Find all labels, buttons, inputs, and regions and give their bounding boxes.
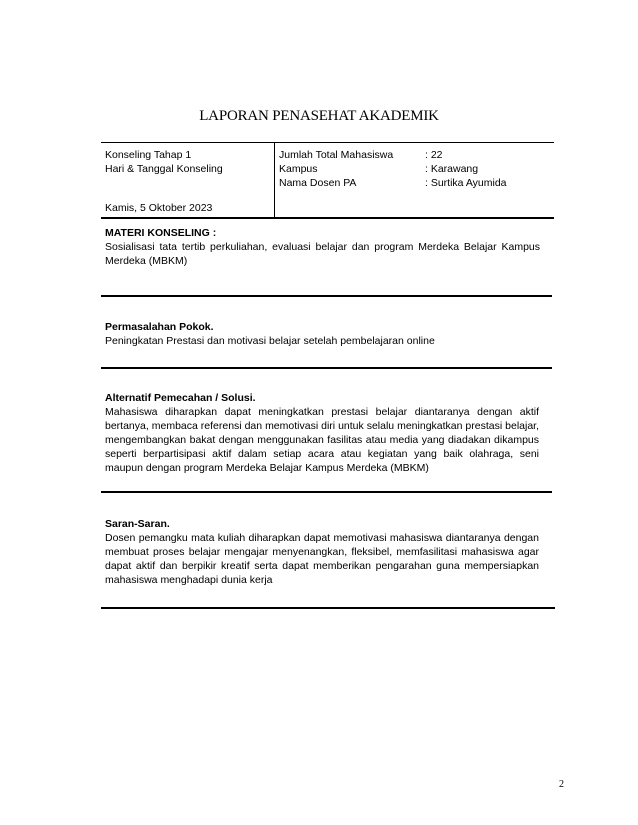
permasalahan-separator — [101, 367, 552, 369]
dosen-pa-value: : Surtika Ayumida — [425, 177, 507, 189]
saran-heading: Saran-Saran. — [105, 518, 170, 530]
info-box-bottom-border — [101, 217, 554, 219]
saran-separator — [101, 607, 555, 609]
materi-body: Sosialisasi tata tertib perkuliahan, evaluasi belajar dan program Merdeka Belajar Kampus Merdeka (MBKM) — [105, 241, 540, 267]
kampus-value: : Karawang — [425, 163, 479, 175]
konseling-tahap: Konseling Tahap 1 — [105, 149, 192, 161]
page-number: 2 — [559, 779, 564, 790]
alternatif-heading: Alternatif Pemecahan / Solusi. — [105, 392, 256, 404]
info-box-divider — [274, 142, 275, 218]
alternatif-separator — [101, 491, 552, 493]
jumlah-mahasiswa-label: Jumlah Total Mahasiswa — [279, 149, 394, 161]
materi-heading: MATERI KONSELING : — [105, 227, 217, 239]
report-title: LAPORAN PENASEHAT AKADEMIK — [199, 108, 439, 124]
saran-body: Dosen pemangku mata kuliah diharapkan dapat memotivasi mahasiswa diantaranya dengan membuat proses belajar mengajar menyenangkan, fleksibel, memfasilitasi mahasiswa agar dapat aktif dan berpikir kreatif serta dapat memberikan pengarahan guna mempersiapkan mahasiswa menghadapi dunia kerja — [105, 532, 539, 586]
dosen-pa-label: Nama Dosen PA — [279, 177, 357, 189]
permasalahan-heading: Permasalahan Pokok. — [105, 321, 214, 333]
kampus-label: Kampus — [279, 163, 318, 175]
info-box-top-border — [101, 142, 554, 143]
tanggal-konseling: Kamis, 5 Oktober 2023 — [105, 202, 213, 214]
jumlah-mahasiswa-value: : 22 — [425, 149, 443, 161]
permasalahan-body: Peningkatan Prestasi dan motivasi belajar setelah pembelajaran online — [105, 335, 435, 347]
hari-tanggal-label: Hari & Tanggal Konseling — [105, 163, 223, 175]
alternatif-body: Mahasiswa diharapkan dapat meningkatkan prestasi belajar diantaranya dengan aktif bertanya, membaca referensi dan memotivasi diri untuk selalu meningkatkan prestasi belajar, mengembangkan bakat dengan menggunakan fasilitas atau media yang diadakan dikampus seperti berpartisipasi aktif dalam setiap acara atau kegiatan yang baik olahraga, seni maupun dengan program Merdeka Belajar Kampus Merdeka (MBKM) — [105, 406, 539, 474]
materi-separator — [101, 295, 552, 297]
